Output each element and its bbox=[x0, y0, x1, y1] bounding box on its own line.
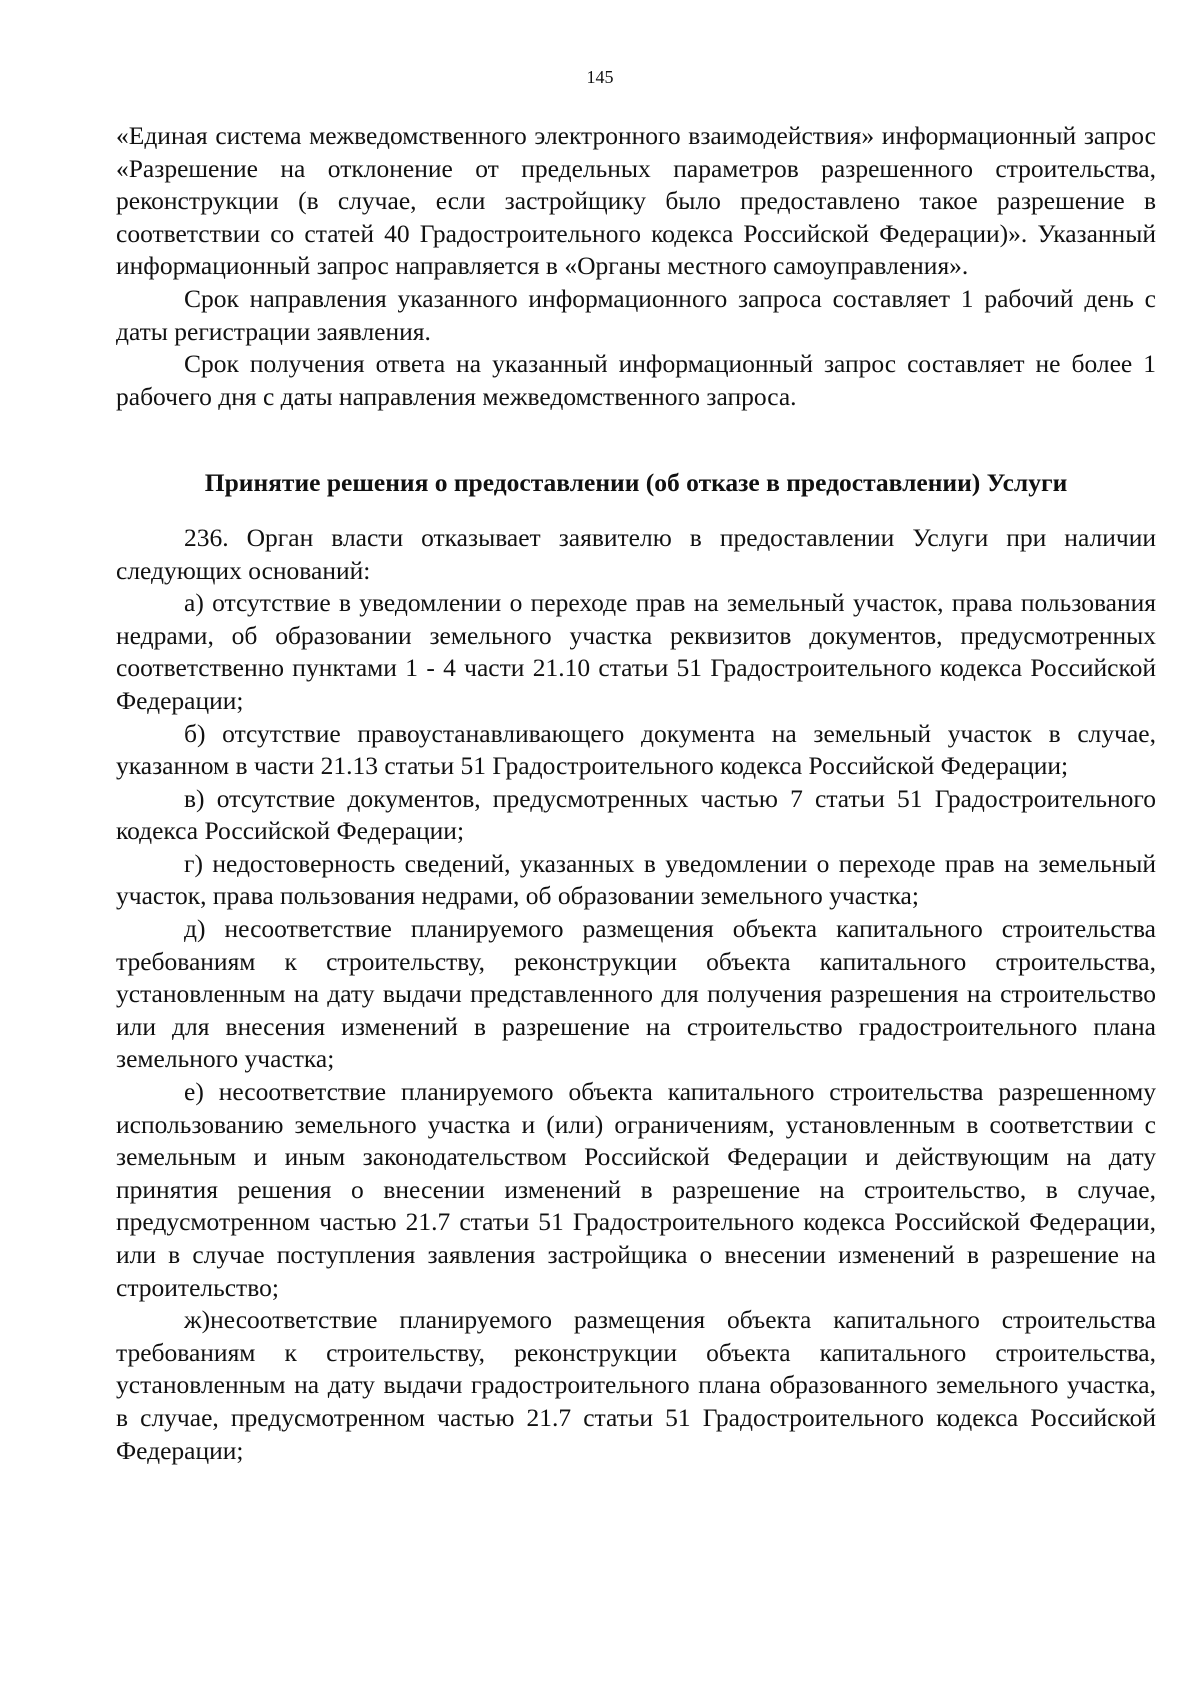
paragraph-intro: «Единая система межведомственного электронного взаимодействия» информационный запрос «Разрешение на отклонение от предельных параметров разрешенного строительства, реконструкции (в случае, если застройщику было предоставлено такое разрешение в соответствии со статей 40 Градостроительного кодекса Российской Федерации)». Указанный информационный запрос направляется в «Органы местного самоуправления». bbox=[116, 121, 1156, 281]
list-item-d: д) несоответствие планируемого размещения объекта капитального строительства требованиям к строительству, реконструкции объекта капитального строительства, установленным на дату выдачи представленного для получения разрешения на строительство или для внесения изменений в разрешение на строительство градостроительного плана земельного участка; bbox=[116, 914, 1156, 1074]
list-item-g: г) недостоверность сведений, указанных в уведомлении о переходе прав на земельный участок, права пользования недрами, об образовании земельного участка; bbox=[116, 848, 1156, 911]
list-item-b: б) отсутствие правоустанавливающего документа на земельный участок в случае, указанном в части 21.13 статьи 51 Градостроительного кодекса Российской Федерации; bbox=[116, 718, 1156, 781]
list-item-a: а) отсутствие в уведомлении о переходе прав на земельный участок, права пользования недрами, об образовании земельного участка реквизитов документов, предусмотренных соответственно пунктами 1 - 4 части 21.10 статьи 51 Градостроительного кодекса Российской Федерации; bbox=[116, 588, 1156, 715]
list-item-zh: ж)несоответствие планируемого размещения объекта капитального строительства требованиям к строительству, реконструкции объекта капитального строительства, установленным на дату выдачи градостроительного плана образованного земельного участка, в случае, предусмотренном частью 21.7 статьи 51 Градостроительного кодекса Российской Федерации; bbox=[116, 1305, 1156, 1465]
list-item-v: в) отсутствие документов, предусмотренных частью 7 статьи 51 Градостроительного кодекса Российской Федерации; bbox=[116, 783, 1156, 846]
section-heading: Принятие решения о предоставлении (об отказе в предоставлении) Услуги bbox=[204, 468, 1068, 498]
document-body bbox=[116, 120, 1156, 1467]
list-item-e: е) несоответствие планируемого объекта капитального строительства разрешенному использованию земельного участка и (или) ограничениям, установленным в соответствии с земельным и иным законодательством Российской Федерации и действующим на дату принятия решения о внесении изменений в разрешение на строительство, в случае, предусмотренном частью 21.7 статьи 51 Градостроительного кодекса Российской Федерации, или в случае поступления заявления застройщика о внесении изменений в разрешение на строительство; bbox=[116, 1077, 1156, 1302]
paragraph-request-deadline: Срок направления указанного информационного запроса составляет 1 рабочий день с даты регистрации заявления. bbox=[116, 283, 1156, 346]
paragraph-236: 236. Орган власти отказывает заявителю в предоставлении Услуги при наличии следующих оснований: bbox=[116, 522, 1156, 585]
page-number: 145 bbox=[586, 67, 614, 87]
paragraph-response-deadline: Срок получения ответа на указанный информационный запрос составляет не более 1 рабочего дня с даты направления межведомственного запроса. bbox=[116, 349, 1156, 411]
